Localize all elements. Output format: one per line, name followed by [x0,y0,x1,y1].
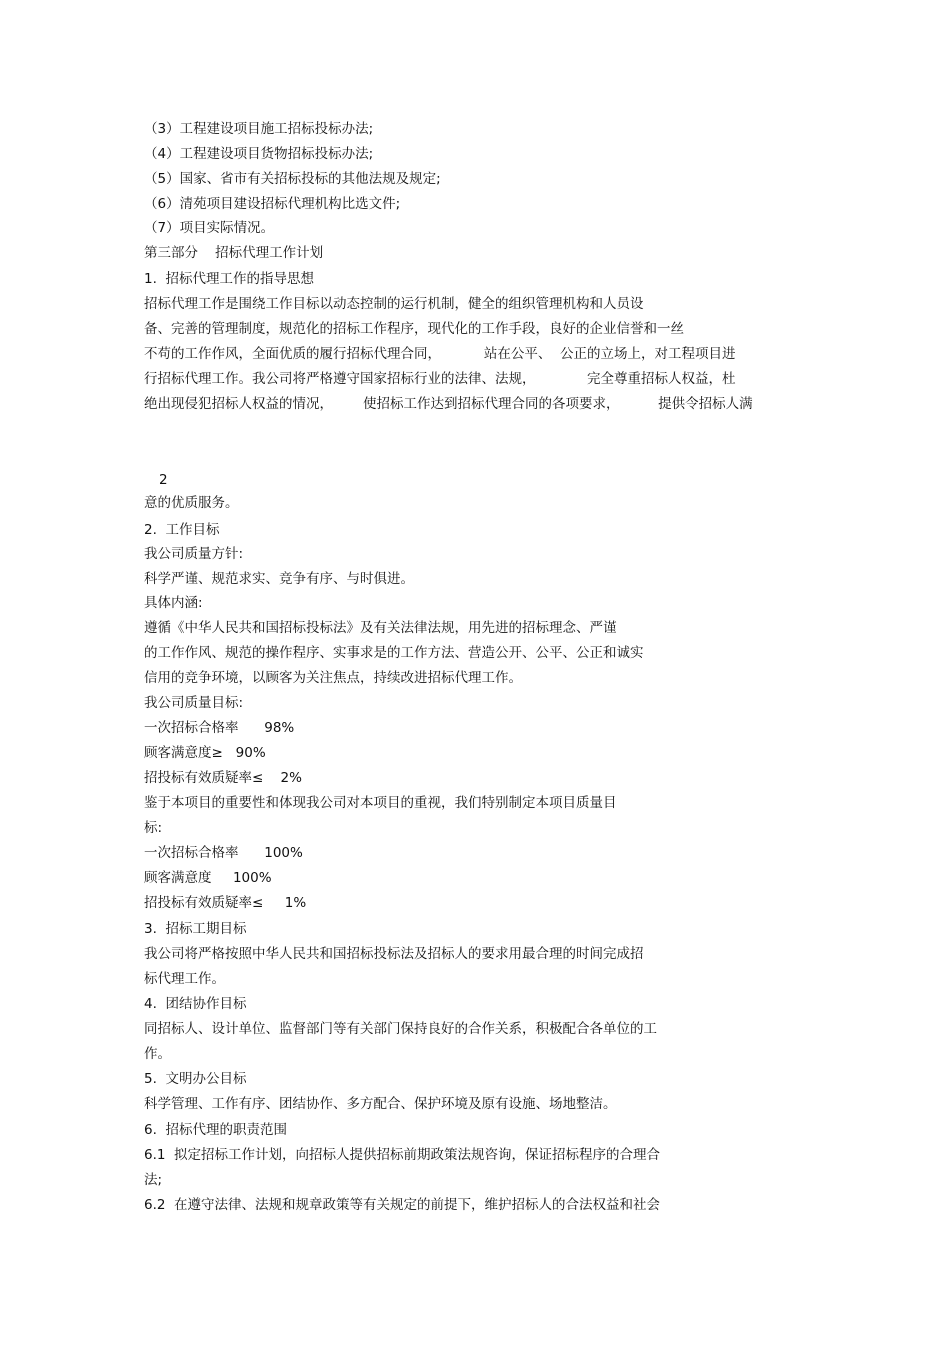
text-line: 绝出现侵犯招标人权益的情况， 使招标工作达到招标代理合同的各项要求， 提供令招标人满 [144,396,753,412]
text-line: 6.2 在遵守法律、法规和规章政策等有关规定的前提下，维护招标人的合法权益和社会 [144,1197,661,1213]
text-line: 备、完善的管理制度，规范化的招标工作程序，现代化的工作手段，良好的企业信誉和一丝 [144,321,684,337]
text-line: 不苟的工作作风，全面优质的履行招标代理合同， 站在公平、 公正的立场上，对工程项目进 [144,346,736,362]
section-heading: 第三部分 招标代理工作计划 [144,245,324,261]
text-line: 顾客满意度 100% [144,870,272,886]
text-line: 标代理工作。 [144,971,225,987]
text-line: 我公司质量方针: [144,546,244,562]
text-line: （3）工程建设项目施工招标投标办法; [144,121,374,137]
text-line: 标: [144,820,163,836]
subsection-heading: 3. 招标工期目标 [144,921,247,937]
subsection-heading: 6. 招标代理的职责范围 [144,1122,287,1138]
text-line: （4）工程建设项目货物招标投标办法; [144,146,374,162]
text-line: 同招标人、设计单位、监督部门等有关部门保持良好的合作关系，积极配合各单位的工 [144,1021,657,1037]
text-line: 的工作作风、规范的操作程序、实事求是的工作方法、营造公开、公平、公正和诚实 [144,645,644,661]
text-line: （7）项目实际情况。 [144,220,275,236]
text-line: 作。 [144,1046,171,1062]
text-line: 鉴于本项目的重要性和体现我公司对本项目的重视，我们特别制定本项目质量目 [144,795,617,811]
text-line: 法; [144,1172,163,1188]
text-line: 信用的竞争环境，以顾客为关注焦点，持续改进招标代理工作。 [144,670,522,686]
subsection-heading: 5. 文明办公目标 [144,1071,247,1087]
page-number: 2 [159,472,168,488]
text-line: 一次招标合格率 100% [144,845,303,861]
text-line: （6）清苑项目建设招标代理机构比选文件; [144,196,401,212]
text-line: 招投标有效质疑率≤ 2% [144,770,302,786]
text-line: 科学管理、工作有序、团结协作、多方配合、保护环境及原有设施、场地整洁。 [144,1096,617,1112]
subsection-heading: 2. 工作目标 [144,522,220,538]
subsection-heading: 4. 团结协作目标 [144,996,247,1012]
text-line: 我公司将严格按照中华人民共和国招标投标法及招标人的要求用最合理的时间完成招 [144,946,644,962]
text-line: 我公司质量目标: [144,695,244,711]
text-line: 科学严谨、规范求实、竞争有序、与时俱进。 [144,571,414,587]
text-line: 意的优质服务。 [144,495,239,511]
text-line: 具体内涵: [144,595,203,611]
text-line: 行招标代理工作。我公司将严格遵守国家招标行业的法律、法规， 完全尊重招标人权益，杜 [144,371,736,387]
text-line: 招投标有效质疑率≤ 1% [144,895,307,911]
text-line: 招标代理工作是围绕工作目标以动态控制的运行机制，健全的组织管理机构和人员设 [144,296,644,312]
subsection-heading: 1. 招标代理工作的指导思想 [144,271,314,287]
text-line: 6.1 拟定招标工作计划，向招标人提供招标前期政策法规咨询，保证招标程序的合理合 [144,1147,661,1163]
text-line: （5）国家、省市有关招标投标的其他法规及规定; [144,171,441,187]
text-line: 遵循《中华人民共和国招标投标法》及有关法律法规，用先进的招标理念、严谨 [144,620,617,636]
text-line: 顾客满意度≥ 90% [144,745,266,761]
text-line: 一次招标合格率 98% [144,720,295,736]
